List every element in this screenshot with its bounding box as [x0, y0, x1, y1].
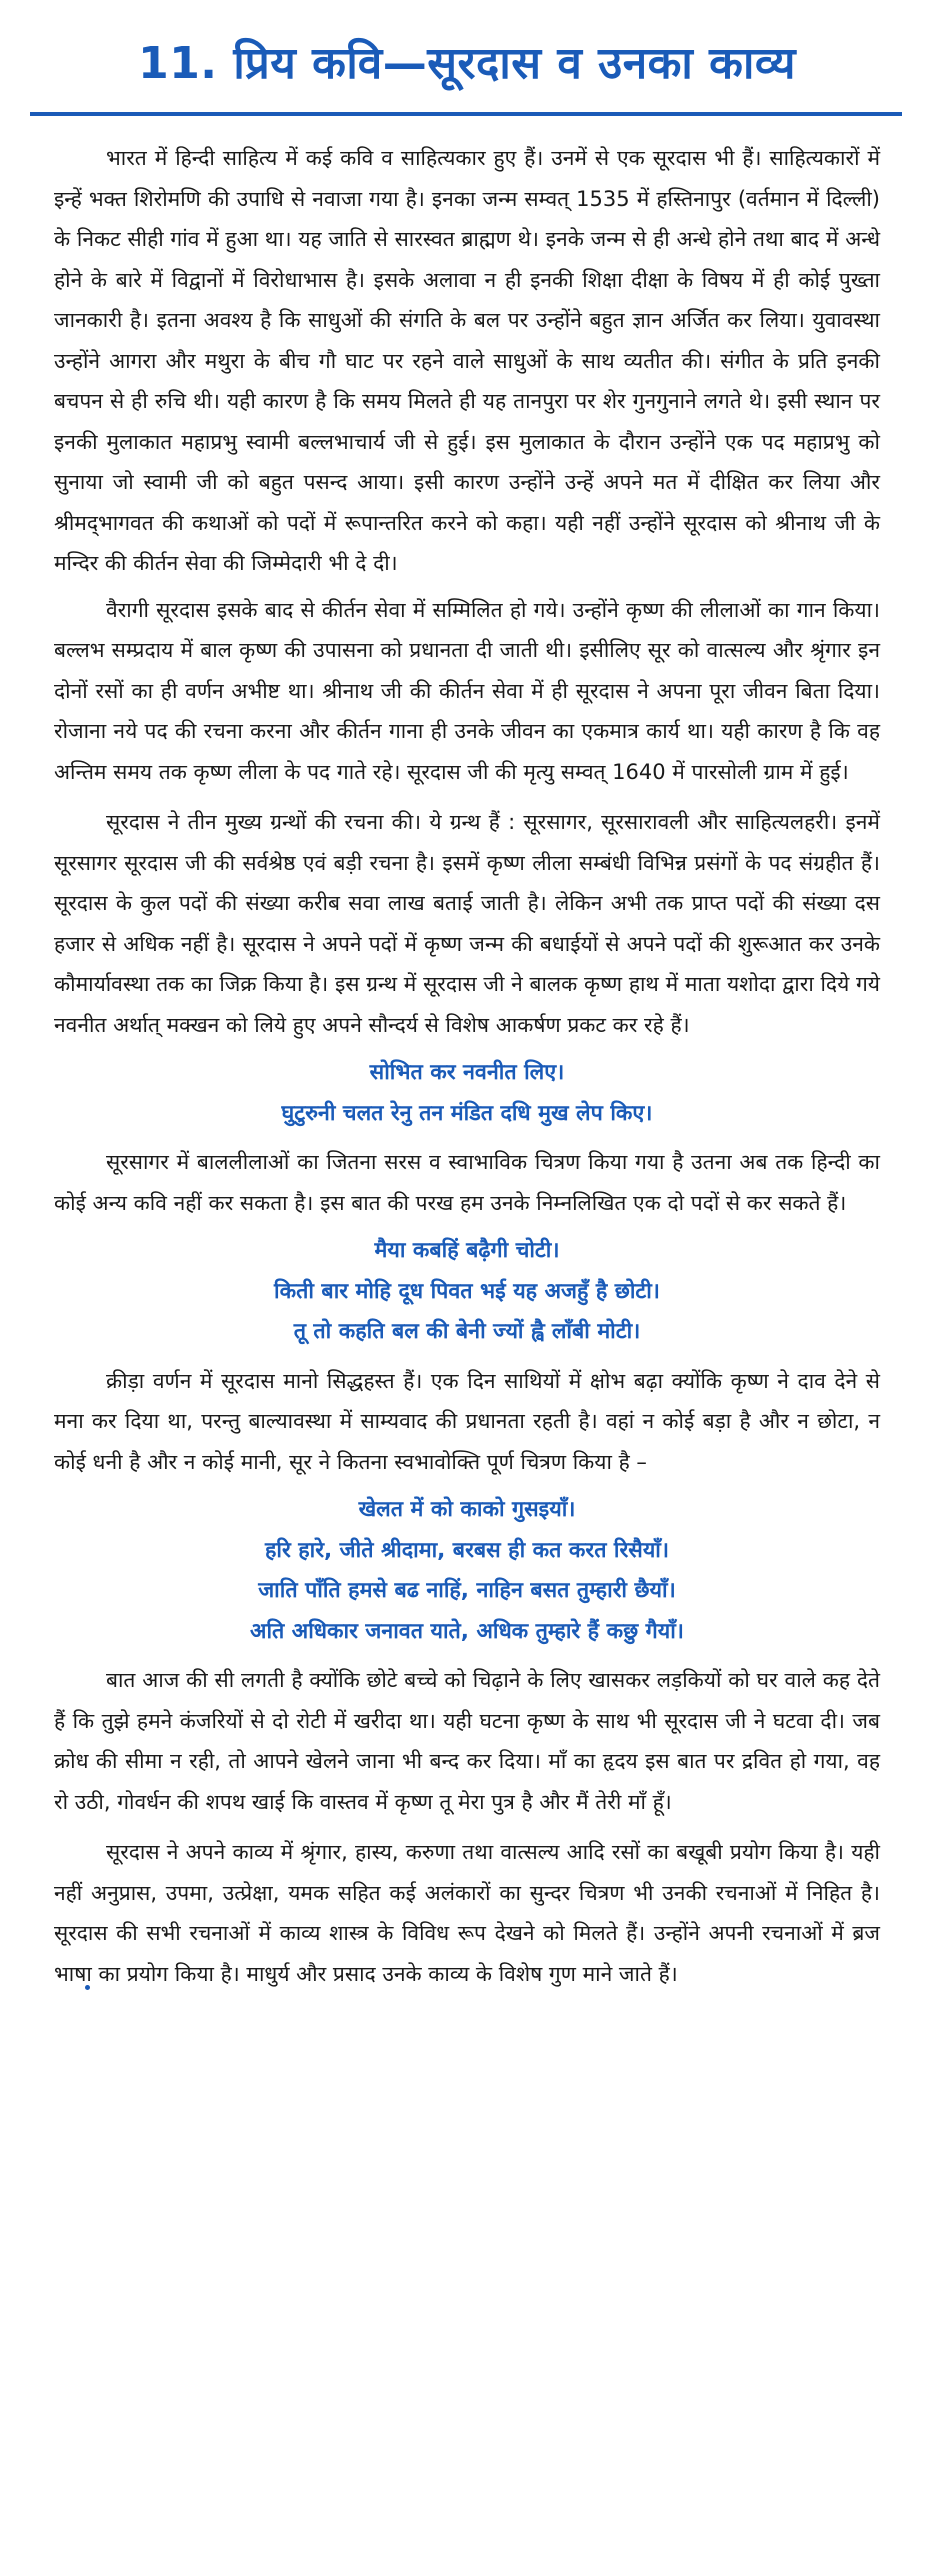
paragraph-3: सूरदास ने तीन मुख्य ग्रन्थों की रचना की। ये ग्रन्थ हैं : सूरसागर, सूरसारावली और साहित्यलहरी। इनमें सूरसागर सूरदास जी की सर्वश्रेष्ठ एवं बड़ी रचना है। इसमें कृष्ण लीला सम्बंधी विभिन्न प्रसंगों के पद संग्रहीत हैं। सूरदास के कुल पदों की संख्या करीब सवा लाख बताई जाती है। लेकिन अभी तक प्राप्त पदों की संख्या दस हजार से अधिक नहीं है। सूरदास ने अपने पदों में कृष्ण जन्म की बधाईयों से अपने पदों की शुरूआत कर उनके कौमार्यावस्था तक का जिक्र किया है। इस ग्रन्थ में सूरदास जी ने बालक कृष्ण हाथ में माता यशोदा द्वारा दिये गये नवनीत अर्थात् मक्खन को लिये हुए अपने सौन्दर्य से विशेष आकर्षण प्रकट कर रहे हैं। [54, 810, 880, 1037]
verse-line: खेलत में को काको गुसइयाँ। [358, 1497, 576, 1522]
verse-line: सोभित कर नवनीत लिए। [369, 1060, 565, 1085]
verse-line: मैया कबहिं बढ़ैगी चोटी। [374, 1238, 560, 1263]
verse-line: किती बार मोहि दूध पिवत भई यह अजहुँ है छोटी। [274, 1278, 660, 1304]
paragraph-5: क्रीड़ा वर्णन में सूरदास मानो सिद्धहस्त हैं। एक दिन साथियों में क्षोभ बढ़ा क्योंकि कृष्ण ने दाव देने से मना कर दिया था, परन्तु बाल्यावस्था में साम्यवाद की प्रधानता रहती है। वहां न कोई बड़ा है और न छोटा, न कोई धनी है और न कोई मानी, सूर ने कितना स्वभावोक्ति पूर्ण चित्रण किया है – [54, 1368, 880, 1474]
verse-line: तू तो कहति बल की बेनी ज्यों ह्वै लाँबी मोटी। [293, 1319, 641, 1344]
verse-line: घुटुरुनी चलत रेनु तन मंडित दधि मुख लेप किए। [281, 1100, 653, 1126]
paragraph-7: सूरदास ने अपने काव्य में श्रृंगार, हास्य, करुणा तथा वात्सल्य आदि रसों का बखूबी प्रयोग किया है। यही नहीं अनुप्रास, उपमा, उत्प्रेक्षा, यमक सहित कई अलंकारों का सुन्दर चित्रण भी उनकी रचनाओं में निहित है। सूरदास की सभी रचनाओं में काव्य शास्त्र के विविध रूप देखने को मिलते हैं। उन्होंने अपनी रचनाओं में ब्रज भाषा का प्रयोग किया है। माधुर्य और प्रसाद उनके काव्य के विशेष गुण माने जाते हैं। [54, 1840, 880, 1986]
paragraph-1: भारत में हिन्दी साहित्य में कई कवि व साहित्यकार हुए हैं। उनमें से एक सूरदास भी हैं। साहित्यकारों में इन्हें भक्त शिरोमणि की उपाधि से नवाजा गया है। इनका जन्म सम्वत् 1535 में हस्तिनापुर (वर्तमान में दिल्ली) के निकट सीही गांव में हुआ था। यह जाति से सारस्वत ब्राह्मण थे। इनके जन्म से ही अन्धे होने तथा बाद में अन्धे होने के बारे में विद्वानों में विरोधाभास है। इसके अलावा न ही इनकी शिक्षा दीक्षा के विषय में ही कोई पुख्ता जानकारी है। इतना अवश्य है कि साधुओं की संगति के बल पर उन्होंने बहुत ज्ञान अर्जित कर लिया। युवावस्था उन्होंने आगरा और मथुरा के बीच गौ घाट पर रहने वाले साधुओं के साथ व्यतीत की। संगीत के प्रति इनकी बचपन से ही रुचि थी। यही कारण है कि समय मिलते ही यह तानपुरा पर शेर गुनगुनाने लगते थे। इसी स्थान पर इनकी मुलाकात महाप्रभु स्वामी बल्लभाचार्य जी से हुई। इस मुलाकात के दौरान उन्होंने एक पद महाप्रभु को सुनाया जो स्वामी जी को बहुत पसन्द आया। इसी कारण उन्होंने उन्हें अपने मत में दीक्षित कर लिया और श्रीमद्‌भागवत की कथाओं को पदों में रूपान्तरित करने को कहा। यही नहीं उन्होंने सूरदास को श्रीनाथ जी के मन्दिर की कीर्तन सेवा की जिम्मेदारी भी दे दी। [54, 146, 880, 575]
verse-1 [54, 1053, 880, 1134]
paragraph-6: बात आज की सी लगती है क्योंकि छोटे बच्चे को चिढ़ाने के लिए खासकर लड़कियों को घर वाले कह देते हैं कि तुझे हमने कंजरियों से दो रोटी में खरीदा था। यही घटना कृष्ण के साथ भी सूरदास जी ने घटवा दी। जब क्रोध की सीमा न रही, तो आपने खेलने जाना भी बन्द कर दिया। माँ का हृदय इस बात पर द्रवित हो गया, वह रो उठी, गोवर्धन की शपथ खाई कि वास्तव में कृष्ण तू मेरा पुत्र है और मैं तेरी माँ हूँ। [54, 1668, 880, 1814]
verse-line: अति अधिकार जनावत याते, अधिक तुम्हारे हैं कछु गैयाँ। [250, 1618, 684, 1644]
verse-3 [54, 1490, 880, 1652]
verse-line: हरि हारे, जीते श्रीदामा, बरबस ही कत करत रिसैयाँ। [264, 1537, 670, 1563]
title-underline [30, 112, 902, 116]
paragraph-2: वैरागी सूरदास इसके बाद से कीर्तन सेवा में सम्मिलित हो गये। उन्होंने कृष्ण की लीलाओं का गान किया। बल्लभ सम्प्रदाय में बाल कृष्ण की उपासना को प्रधानता दी जाती थी। इसीलिए सूर को वात्सल्य और श्रृंगार इन दोनों रसों का ही वर्णन अभीष्ट था। श्रीनाथ जी की कीर्तन सेवा में ही सूरदास ने अपना पूरा जीवन बिता दिया। रोजाना नये पद की रचना करना और कीर्तन गाना ही उनके जीवन का एकमात्र कार्य था। यही कारण है कि वह अन्तिम समय तक कृष्ण लीला के पद गाते रहे। सूरदास जी की मृत्यु सम्वत् 1640 में पारसोली ग्राम में हुई। [54, 597, 880, 784]
verse-line: जाति पाँति हमसे बढ नाहिं, नाहिन बसत तुम्हारी छैयाँ। [258, 1578, 676, 1603]
stray-dot-mark [85, 1985, 90, 1990]
paragraph-4: सूरसागर में बाललीलाओं का जितना सरस व स्वाभाविक चित्रण किया गया है उतना अब तक हिन्दी का कोई अन्य कवि नहीं कर सकता है। इस बात की परख हम उनके निम्नलिखित एक दो पदों से कर सकते हैं। [54, 1150, 880, 1215]
essay-title: 11. प्रिय कवि—सूरदास व उनका काव्य [138, 38, 796, 89]
verse-2 [54, 1231, 880, 1353]
